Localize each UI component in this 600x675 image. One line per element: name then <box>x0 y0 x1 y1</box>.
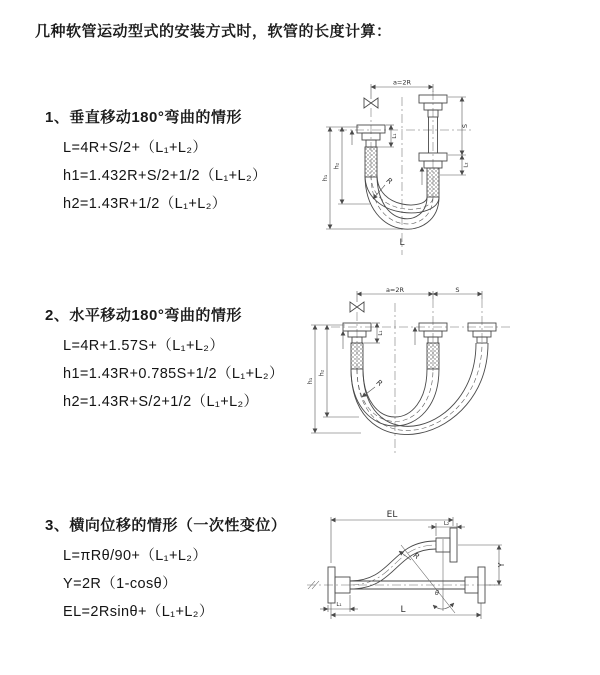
angle-label: θ <box>435 589 439 597</box>
section-2-formula-h2: h2=1.43R+S/2+1/2（L₁+L₂） <box>63 394 259 410</box>
radius-label: R <box>384 175 395 187</box>
section-3-heading: 3、横向位移的情形（一次性变位） <box>45 517 287 534</box>
dim-label-l: L <box>400 605 406 615</box>
diagram-vertical-bend-svg <box>312 75 547 260</box>
section-3-formula-Y: Y=2R（1-cosθ） <box>63 576 177 592</box>
diagram-horizontal-bend <box>303 283 595 463</box>
dim-label-h2: h₂ <box>317 369 326 377</box>
radius-label: R <box>374 377 385 389</box>
dim-label-a2r: a=2R <box>392 78 412 87</box>
right-flange-displaced <box>436 528 457 562</box>
section-1-formula-h1: h1=1.432R+S/2+1/2（L₁+L₂） <box>63 168 267 184</box>
section-lateral-shift <box>45 514 286 626</box>
dim-label-s: S <box>461 123 469 129</box>
section-1-formula-h2: h2=1.43R+1/2（L₁+L₂） <box>63 196 227 212</box>
dim-label-s: S <box>455 286 460 294</box>
dim-label-l1: L₁ <box>378 330 384 336</box>
dimensions <box>311 291 482 433</box>
dim-label-y: Y <box>497 562 506 568</box>
length-label: L <box>399 238 405 248</box>
dim-label-l2: L₂ <box>443 521 450 527</box>
diagram-vertical-bend <box>312 75 547 265</box>
dim-label-el: EL <box>386 510 398 520</box>
dim-label-h1: h₁ <box>321 174 329 182</box>
angle-construction <box>401 539 455 613</box>
section-2-heading: 2、水平移动180°弯曲的情形 <box>45 307 242 324</box>
dim-label-h1: h₁ <box>306 377 314 385</box>
section-horizontal-bend <box>45 304 284 416</box>
hose-loop <box>351 343 488 435</box>
centerlines <box>331 299 511 453</box>
dim-label-a2r: a=2R <box>385 286 405 294</box>
section-2-formula-L: L=4R+1.57S+（L₁+L₂） <box>63 338 225 354</box>
dim-label-l1: L₁ <box>336 602 342 608</box>
dim-label-h2: h₂ <box>332 162 341 170</box>
dimensions <box>320 517 502 619</box>
radius-label: R <box>411 550 422 562</box>
valve-icon <box>350 302 364 312</box>
page-title: 几种软管运动型式的安装方式时，软管的长度计算： <box>35 23 392 40</box>
centerlines <box>338 91 474 255</box>
section-1-formula-L: L=4R+S/2+（L₁+L₂） <box>63 140 208 156</box>
section-1-heading: 1、垂直移动180°弯曲的情形 <box>45 109 242 126</box>
section-3-formula-L: L=πRθ/90+（L₁+L₂） <box>63 548 208 564</box>
diagram-lateral-shift <box>295 503 595 643</box>
section-vertical-bend <box>45 106 267 218</box>
section-3-formula-EL: EL=2Rsinθ+（L₁+L₂） <box>63 604 214 620</box>
left-fitting <box>357 125 385 177</box>
displaced-s-curve-hose <box>350 541 436 589</box>
valve-icon <box>364 98 378 108</box>
diagram-horizontal-bend-svg <box>303 283 595 458</box>
dim-label-l1: L₁ <box>392 133 398 139</box>
diagram-lateral-shift-svg <box>295 503 595 638</box>
dim-label-l2: L₂ <box>463 162 470 168</box>
section-2-formula-h1: h1=1.43R+0.785S+1/2（L₁+L₂） <box>63 366 284 382</box>
